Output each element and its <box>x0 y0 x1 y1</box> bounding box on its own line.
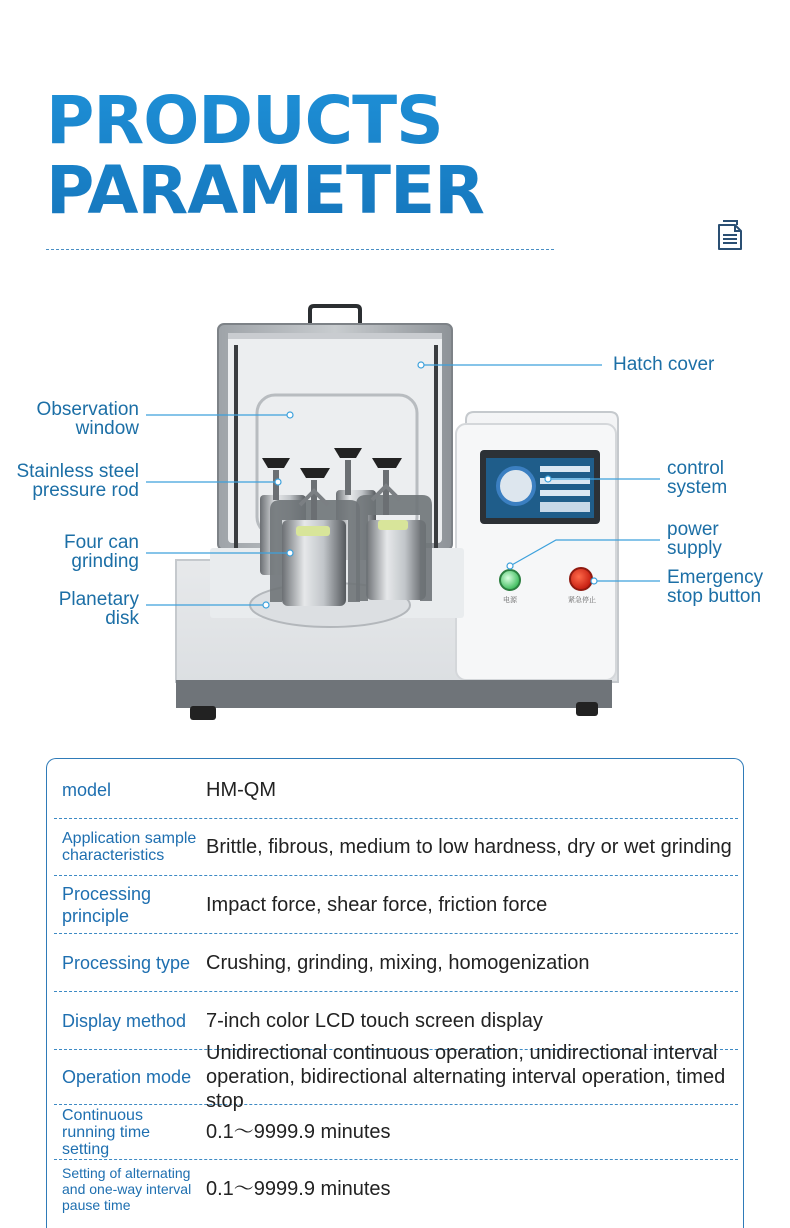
callout-planetary-disk: Planetary disk <box>58 589 139 629</box>
callout-power-supply: power supply <box>667 519 722 559</box>
title-divider <box>46 249 554 250</box>
spec-label-pause-time: Setting of alternating and one-way interval pause time <box>62 1165 192 1213</box>
spec-label-operation-mode: Operation mode <box>62 1067 192 1087</box>
emergency-stop-button <box>570 568 592 590</box>
callout-pressure-rod: Stainless steel pressure rod <box>16 461 139 501</box>
spec-label-model: model <box>62 779 112 800</box>
spec-value-operation-mode: Unidirectional continuous operation, unidirectional interval operation, bidirectional alternating interval operation, timed stop <box>206 1042 726 1112</box>
table-row <box>54 761 738 819</box>
table-row <box>54 934 738 992</box>
product-figure <box>0 300 790 730</box>
power-button <box>500 570 520 590</box>
spec-label-processing-type: Processing type <box>62 952 191 973</box>
callout-observation-window: Observation window <box>36 399 139 439</box>
spec-value-continuous-time: 0.1～9999.9 minutes <box>206 1121 391 1143</box>
stop-button-label: 紧急停止 <box>568 596 596 604</box>
page-title-line-1: PRODUCTS <box>46 82 443 159</box>
power-button-label: 电源 <box>503 596 517 604</box>
spec-label-principle: Processing principle <box>62 883 152 926</box>
callout-control-system: control system <box>667 458 728 498</box>
control-screen <box>480 450 600 524</box>
table-row <box>54 876 738 934</box>
table-row <box>54 1160 738 1218</box>
spec-value-principle: Impact force, shear force, friction force <box>206 893 548 916</box>
spec-value-pause-time: 0.1～9999.9 minutes <box>206 1178 391 1200</box>
document-icon <box>712 217 748 253</box>
spec-label-application: Application sample characteristics <box>62 830 197 864</box>
page-title-line-2: PARAMETER <box>46 152 484 229</box>
callout-emergency-stop: Emergency stop button <box>667 567 764 607</box>
table-row <box>54 819 738 876</box>
spec-label-display: Display method <box>62 1010 187 1031</box>
page-title <box>46 82 484 229</box>
callout-grinding-cans: Four can grinding <box>64 532 139 572</box>
spec-label-continuous-time: Continuous running time setting <box>62 1106 151 1158</box>
table-row <box>54 1105 738 1160</box>
callout-hatch-cover: Hatch cover <box>613 354 715 375</box>
grinding-jars <box>260 490 432 606</box>
table-row <box>54 1042 738 1112</box>
spec-value-model: HM-QM <box>206 778 276 801</box>
spec-table <box>46 758 744 1228</box>
spec-value-application: Brittle, fibrous, medium to low hardness, dry or wet grinding <box>206 836 732 858</box>
spec-value-processing-type: Crushing, grinding, mixing, homogenization <box>206 951 590 974</box>
spec-value-display: 7-inch color LCD touch screen display <box>206 1009 543 1032</box>
